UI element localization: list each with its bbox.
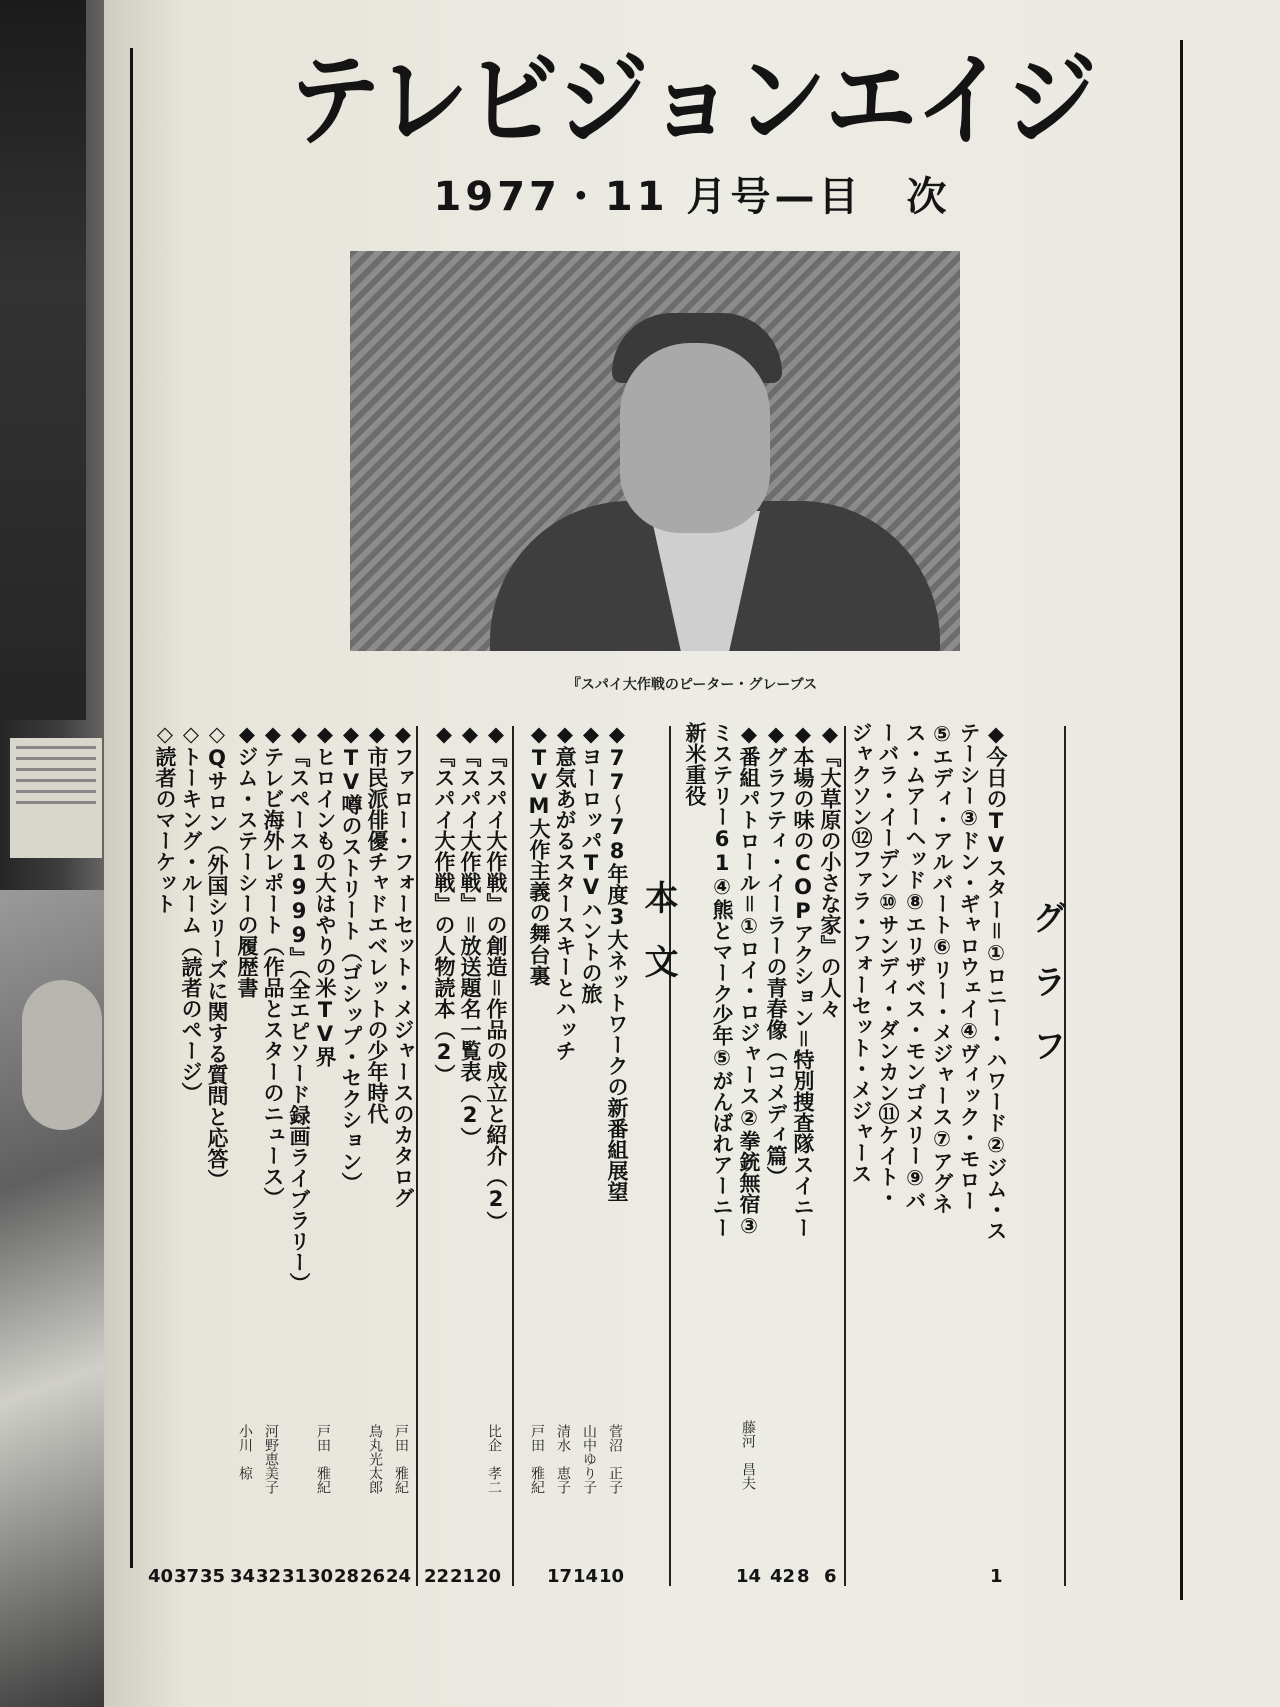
page-number: 14: [573, 1566, 599, 1587]
facing-page-text: [10, 738, 102, 858]
cover-photo: [350, 251, 960, 651]
page-number: 40: [148, 1566, 174, 1587]
graph-section-heading: グラフ: [1026, 900, 1066, 1092]
page-number: 17: [547, 1566, 573, 1587]
toc-entry: ◆TVM大作主義の舞台裏: [527, 722, 551, 986]
toc-entry: ミステリー61④熊とマーク少年⑤がんばれアーニー: [710, 722, 734, 1238]
toc-entry: ◆『スペース1999』（全エピソード録画ライブラリー）: [287, 722, 311, 1294]
author-name: 藤河 昌夫: [740, 1420, 756, 1490]
page-number: 21: [450, 1566, 476, 1587]
author-name: 戸田 雅紀: [315, 1424, 331, 1494]
toc-entry: ◆番組パトロール＝①ロイ・ロジャース②拳銃無宿③: [737, 722, 761, 1238]
toc-entry: ◆ファロー・フォーセット・メジャースのカタログ: [391, 722, 415, 1208]
page-number: 31: [282, 1566, 308, 1587]
toc-entry: ◇トーキング・ルーム（読者のページ）: [179, 722, 203, 1103]
toc-entry: ◆今日のTVスター＝①ロニー・ハワード②ジム・ス: [984, 722, 1008, 1241]
author-name: 戸田 雅紀: [529, 1424, 545, 1494]
photo-caption: 『スパイ大作戦のピーター・グレーブス: [566, 677, 818, 693]
toc-entry: ◆『大草原の小さな家』の人々: [818, 722, 842, 1019]
toc-entry: ◆『スパイ大作戦』＝放送題名一覧表（2）: [458, 722, 482, 1148]
main-section-rule: [669, 726, 671, 1586]
author-name: 河野恵美子: [263, 1424, 279, 1494]
toc-entry: ⑤エディ・アルバート⑥リー・メジャース⑦アグネ: [930, 722, 954, 1214]
right-frame-rule: [1180, 40, 1183, 1600]
page-number: 42: [770, 1566, 796, 1587]
toc-entry: ◆ヨーロッパTVハントの旅: [579, 722, 603, 1004]
toc-entry: ◆グラフティ・イーラーの青春像（コメディ篇）: [764, 722, 788, 1187]
toc-entry: ス・ムアーヘッド⑧エリザベス・モンゴメリー⑨バ: [903, 722, 927, 1211]
author-name: 菅沼 正子: [607, 1424, 623, 1494]
author-name: 清水 恵子: [555, 1424, 571, 1494]
author-name: 比企 孝二: [486, 1424, 502, 1494]
toc-entry: ーバラ・イーデン⑩サンディ・ダンカン⑪ケイト・: [876, 722, 900, 1208]
toc-entry: ◆『スパイ大作戦』の人物読本（2）: [432, 722, 456, 1085]
page-number: 8: [797, 1566, 810, 1587]
toc-entry: テーシー③ドン・ギャロウェイ④ヴィック・モロー: [957, 722, 981, 1211]
toc-entry: 新米重役: [683, 722, 707, 806]
toc-entry: ◆本場の味のCOPアクション＝特別捜査隊スイニー: [791, 722, 815, 1238]
page-number: 10: [599, 1566, 625, 1587]
group-rule-1: [512, 726, 514, 1586]
magazine-title: テレビジョンエイジ: [288, 42, 1096, 161]
page-number: 35: [200, 1566, 226, 1587]
page-number: 28: [334, 1566, 360, 1587]
page-number: 24: [386, 1566, 412, 1587]
author-name: 鳥丸光太郎: [367, 1424, 383, 1494]
facing-page: [0, 0, 110, 1707]
author-name: 山中ゆり子: [581, 1424, 597, 1494]
page-number: 6: [824, 1566, 837, 1587]
main-section-heading: 本文: [638, 880, 678, 1008]
toc-entry: ジャクソン⑫ファラ・フォーセット・メジャース: [849, 722, 873, 1184]
group-rule-3: [844, 726, 846, 1586]
graph-section-rule: [1064, 726, 1066, 1586]
page-number: 34: [230, 1566, 256, 1587]
toc-entry: ◆『スパイ大作戦』の創造＝作品の成立と紹介（2）: [484, 722, 508, 1232]
page-number: 32: [256, 1566, 282, 1587]
contents-page: [104, 0, 1280, 1707]
author-name: 戸田 雅紀: [393, 1424, 409, 1494]
toc-entry: ◆市民派俳優チャドエベレットの少年時代: [365, 722, 389, 1124]
issue-heading: 1977・11 月号—目 次: [433, 174, 951, 220]
toc-entry: ◆TV噂のストリート（ゴシップ・セクション）: [339, 722, 363, 1193]
left-frame-rule: [130, 48, 133, 1568]
page-number: 20: [476, 1566, 502, 1587]
toc-entry: ◆意気あがるスタースキーとハッチ: [553, 722, 577, 1061]
toc-entry: ◆ヒロインもの大はやりの米TV界: [313, 722, 337, 1067]
group-rule-2: [416, 726, 418, 1586]
facing-page-photo-top: [0, 0, 86, 720]
author-name: 小川 椋: [237, 1424, 253, 1480]
toc-entry: ◆テレビ海外レポート（作品とスターのニュース）: [261, 722, 285, 1208]
page-number: 22: [424, 1566, 450, 1587]
page-number: 30: [308, 1566, 334, 1587]
page-number: 14: [736, 1566, 762, 1587]
page-number: 37: [174, 1566, 200, 1587]
page-number: 1: [990, 1566, 1003, 1587]
toc-entry: ◆ジム・ステーシーの履歴書: [235, 722, 259, 998]
toc-entry: ◇読者のマーケット: [153, 722, 177, 914]
facing-page-face: [22, 980, 102, 1130]
toc-entry: ◆77〜78年度3大ネットワークの新番組展望: [605, 722, 629, 1202]
page-number: 26: [360, 1566, 386, 1587]
toc-entry: ◇Qサロン（外国シリーズに関する質問と応答）: [205, 722, 229, 1190]
